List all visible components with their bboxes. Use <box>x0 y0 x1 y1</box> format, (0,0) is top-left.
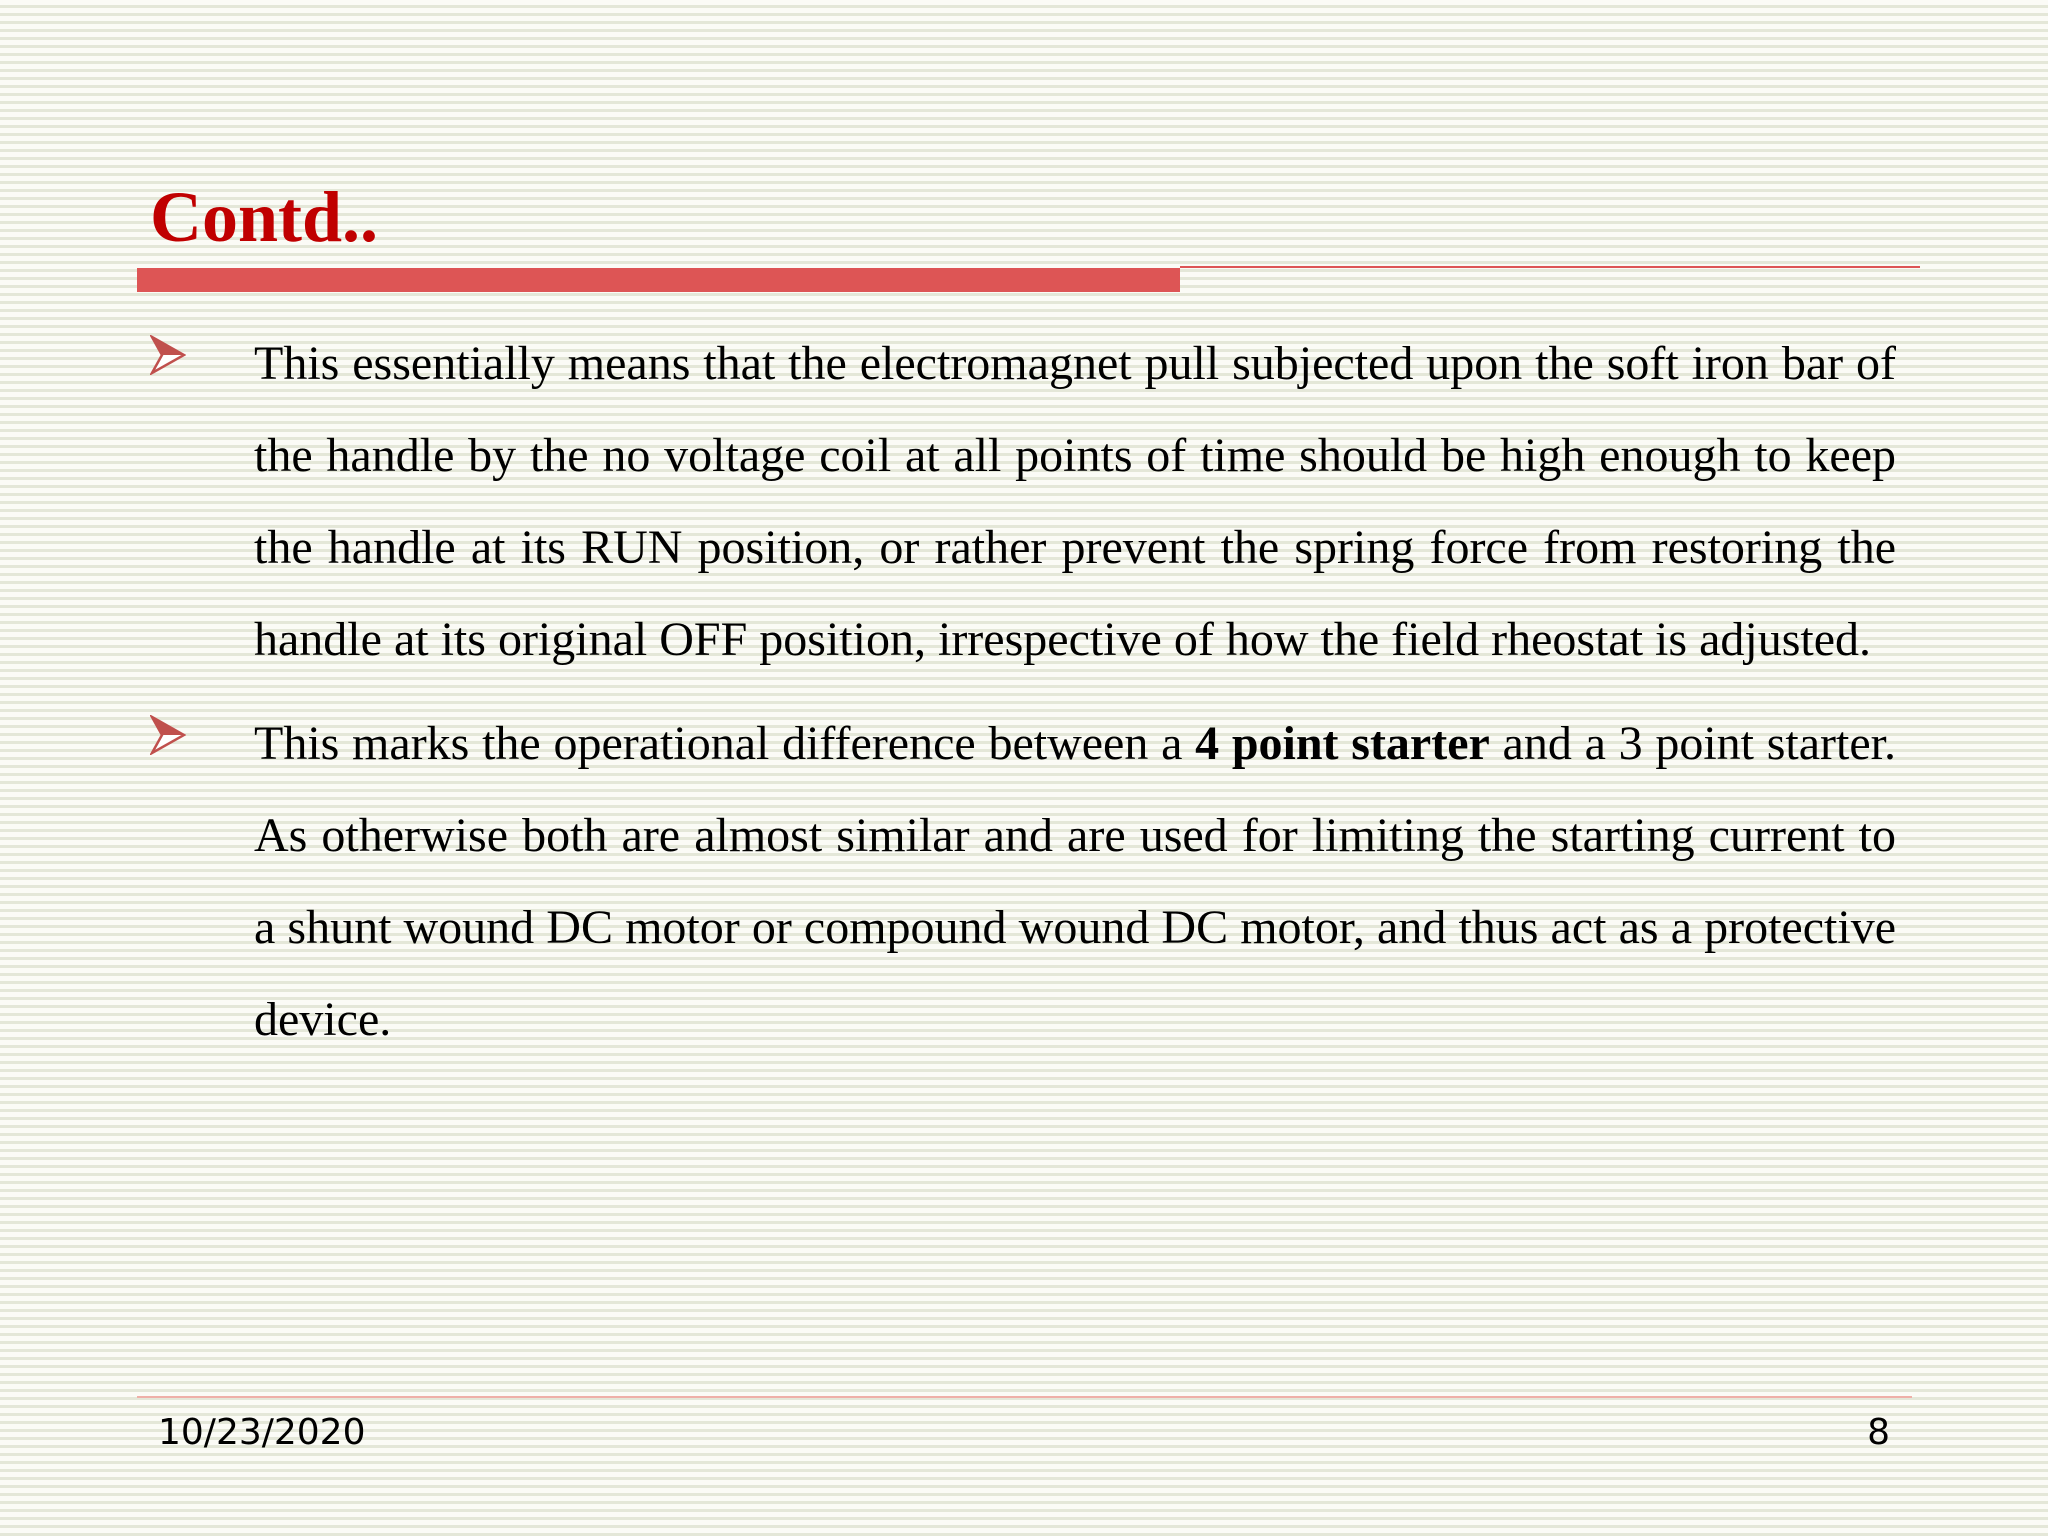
footer-date: 10/23/2020 <box>158 1412 366 1453</box>
bullet-text-part: and a 3 point starter. As otherwise both are almost similar and are used for limiting the starting current to a shunt wound DC motor or compound wound DC motor, and thus act as a protective device. <box>254 717 1897 1046</box>
footer-page-number: 8 <box>1867 1412 1890 1453</box>
arrow-bullet-icon <box>150 715 186 755</box>
bullet-bold-text: 4 point starter <box>1195 717 1490 770</box>
bullet-text <box>254 318 1896 686</box>
bullet-text-part: This marks the operational difference between a <box>254 717 1196 770</box>
footer-divider <box>137 1396 1912 1398</box>
bullet-list <box>150 318 1896 1078</box>
bullet-text-part: This essentially means that the electromagnet pull subjected upon the soft iron bar of the handle by the no voltage coil at all points of time should be high enough to keep the handle at its RUN position, or rather prevent the spring force from restoring the handle at its original OFF position, irrespective of how the field rheostat is adjusted. <box>254 337 1896 666</box>
title-underline-thin <box>1180 266 1920 268</box>
bullet-item <box>150 318 1896 686</box>
title-underline-thick <box>137 268 1180 292</box>
bullet-item <box>150 698 1896 1066</box>
slide-title: Contd.. <box>150 177 379 257</box>
arrow-bullet-icon <box>150 335 186 375</box>
bullet-text <box>254 698 1896 1066</box>
